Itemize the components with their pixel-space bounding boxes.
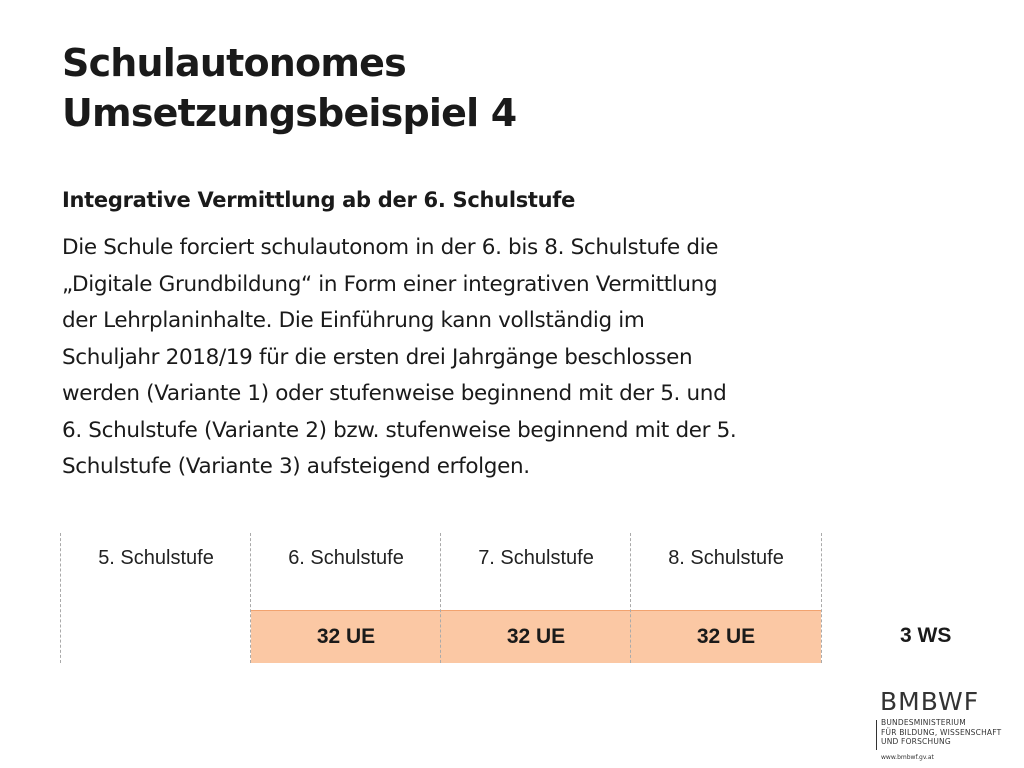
- column-header: 8. Schulstufe: [668, 547, 784, 569]
- body-line: 6. Schulstufe (Variante 2) bzw. stufenweise beginnend mit der 5.: [62, 417, 737, 443]
- slide-subheading: Integrative Vermittlung ab der 6. Schulstufe: [62, 188, 576, 212]
- logo-divider: [876, 720, 877, 750]
- schedule-column-7: [440, 533, 631, 663]
- schedule-table: [60, 533, 1010, 663]
- logo-url: www.bmbwf.gv.at: [881, 754, 934, 761]
- body-line: Schuljahr 2018/19 für die ersten drei Jahrgänge beschlossen: [62, 344, 693, 370]
- total-hours: 3 WS: [900, 624, 952, 647]
- column-header: 7. Schulstufe: [478, 547, 594, 569]
- slide-title-line: Umsetzungsbeispiel 4: [62, 91, 517, 135]
- slide-body-text: [62, 230, 992, 486]
- logo-subtitle-line: FÜR BILDUNG, WISSENSCHAFT: [881, 727, 1002, 737]
- logo-subtitle-line: UND FORSCHUNG: [881, 737, 951, 746]
- slide-title-line: Schulautonomes: [62, 41, 406, 85]
- units-cell: 32 UE: [441, 610, 631, 663]
- logo-subtitle-line: BUNDESMINISTERIUM: [881, 718, 966, 727]
- logo-subtitle: [881, 718, 1001, 747]
- slide-title: [62, 38, 962, 138]
- body-line: Die Schule forciert schulautonom in der 6. bis 8. Schulstufe die: [62, 235, 719, 260]
- body-line: der Lehrplaninhalte. Die Einführung kann vollständig im: [62, 308, 645, 333]
- schedule-column-6: [250, 533, 441, 663]
- body-line: Schulstufe (Variante 3) aufsteigend erfolgen.: [62, 454, 530, 479]
- bmbwf-logo: [876, 688, 1016, 764]
- column-header: 6. Schulstufe: [288, 547, 404, 569]
- body-line: „Digitale Grundbildung“ in Form einer integrativen Vermittlung: [62, 271, 718, 297]
- logo-wordmark: BMBWF: [880, 687, 980, 716]
- schedule-column-5: [60, 533, 251, 663]
- column-header: 5. Schulstufe: [98, 547, 214, 569]
- body-line: werden (Variante 1) oder stufenweise beginnend mit der 5. und: [62, 381, 727, 406]
- units-cell: 32 UE: [631, 610, 821, 663]
- units-cell: 32 UE: [251, 610, 441, 663]
- schedule-column-8: [630, 533, 822, 663]
